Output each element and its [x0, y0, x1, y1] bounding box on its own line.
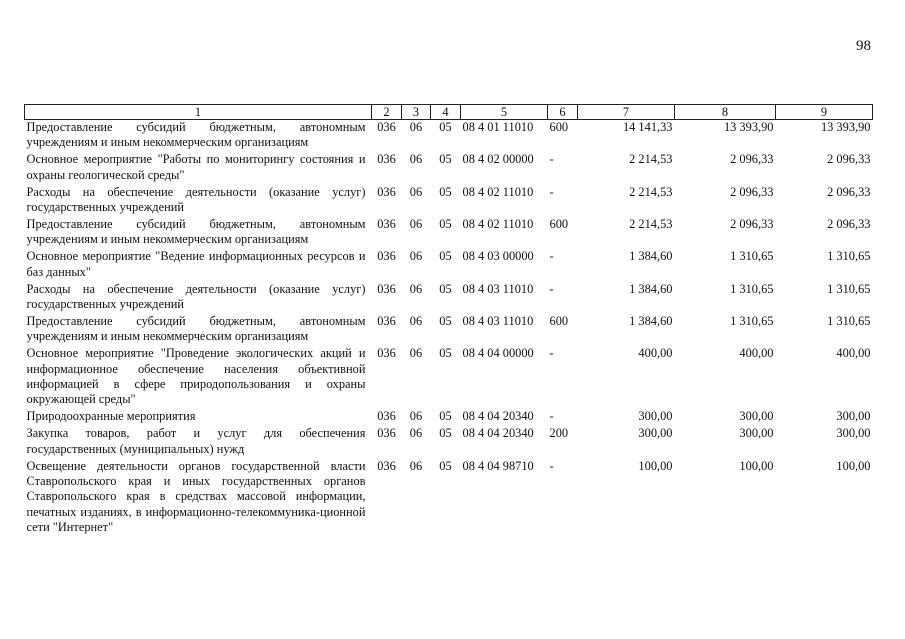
section-code: 06 [409, 249, 423, 264]
ministry-code: 036 [377, 409, 396, 424]
section-code: 06 [409, 313, 423, 328]
section-code: 06 [409, 120, 423, 134]
amount-col9: 13 393,90 [820, 120, 871, 134]
ministry-code: 036 [377, 216, 396, 231]
target-article-code: 08 4 04 98710 [462, 458, 534, 473]
amount-col9: 1 310,65 [827, 313, 871, 328]
amount-col7: 100,00 [638, 458, 673, 473]
ministry-code: 036 [377, 346, 396, 361]
table-row [25, 217, 873, 249]
target-article-code: 08 4 01 11010 [462, 120, 534, 134]
section-code: 06 [409, 458, 423, 473]
column-header: 1 [25, 105, 372, 120]
row-description: Расходы на обеспечение деятельности (оказание услуг) государственных учреждений [26, 281, 366, 311]
subsection-code: 05 [439, 281, 452, 296]
column-header: 3 [402, 105, 431, 120]
amount-col9: 1 310,65 [827, 281, 871, 296]
amount-col9: 300,00 [836, 409, 871, 424]
amount-col7: 2 214,53 [629, 152, 673, 167]
table-row [25, 249, 873, 281]
row-description: Предоставление субсидий бюджетным, автономным учреждениям и иным некоммерческим организациям [26, 313, 366, 344]
amount-col8: 1 310,65 [730, 313, 774, 328]
subsection-code: 05 [439, 152, 452, 167]
section-code: 06 [409, 426, 423, 441]
amount-col7: 2 214,53 [629, 216, 673, 231]
section-code: 06 [409, 152, 423, 167]
target-article-code: 08 4 02 00000 [462, 152, 534, 167]
row-description: Основное мероприятие "Проведение экологических акций и информационное обеспечение населения объективной информацией в сфере природопользования и охраны окружающей среды" [26, 346, 366, 407]
subsection-code: 05 [439, 313, 452, 328]
row-description: Расходы на обеспечение деятельности (оказание услуг) государственных учреждений [26, 184, 366, 215]
target-article-code: 08 4 03 11010 [462, 281, 534, 296]
section-code: 06 [409, 281, 423, 296]
amount-col9: 2 096,33 [827, 152, 871, 167]
subsection-code: 05 [439, 426, 452, 441]
expense-type-code: - [549, 346, 554, 361]
ministry-code: 036 [377, 249, 396, 264]
amount-col9: 400,00 [836, 346, 871, 361]
subsection-code: 05 [439, 346, 452, 361]
subsection-code: 05 [439, 249, 452, 264]
table-header-row [25, 105, 873, 120]
amount-col8: 2 096,33 [730, 216, 774, 231]
ministry-code: 036 [377, 281, 396, 296]
expense-type-code: - [549, 281, 554, 296]
amount-col7: 300,00 [638, 409, 673, 424]
ministry-code: 036 [377, 313, 396, 328]
table-row [25, 346, 873, 409]
section-code: 06 [409, 184, 423, 199]
row-description: Основное мероприятие "Ведение информационных ресурсов и баз данных" [26, 249, 366, 279]
row-description: Природоохранные мероприятия [26, 409, 196, 424]
page-number: 98 [856, 38, 871, 54]
table-row [25, 120, 873, 153]
amount-col8: 2 096,33 [730, 152, 774, 167]
amount-col7: 1 384,60 [629, 249, 673, 264]
column-header: 7 [578, 105, 675, 120]
column-header: 5 [461, 105, 548, 120]
target-article-code: 08 4 04 20340 [462, 426, 534, 441]
amount-col9: 2 096,33 [827, 184, 871, 199]
target-article-code: 08 4 02 11010 [462, 184, 534, 199]
expense-type-code: - [549, 249, 554, 264]
table-row [25, 282, 873, 314]
target-article-code: 08 4 04 00000 [462, 346, 534, 361]
expense-type-code: 600 [549, 313, 569, 328]
target-article-code: 08 4 02 11010 [462, 216, 534, 231]
subsection-code: 05 [439, 409, 452, 424]
amount-col8: 13 393,90 [723, 120, 774, 134]
amount-col8: 300,00 [739, 426, 774, 441]
amount-col8: 400,00 [739, 346, 774, 361]
ministry-code: 036 [377, 426, 396, 441]
amount-col7: 2 214,53 [629, 184, 673, 199]
budget-table [24, 104, 873, 537]
column-header: 8 [675, 105, 776, 120]
column-header: 6 [548, 105, 578, 120]
expense-type-code: 200 [549, 426, 569, 441]
expense-type-code: - [549, 184, 554, 199]
section-code: 06 [409, 216, 423, 231]
amount-col7: 1 384,60 [629, 281, 673, 296]
amount-col8: 1 310,65 [730, 249, 774, 264]
row-description: Предоставление субсидий бюджетным, автономным учреждениям и иным некоммерческим организациям [26, 120, 366, 150]
table-row [25, 409, 873, 426]
ministry-code: 036 [377, 152, 396, 167]
subsection-code: 05 [439, 184, 452, 199]
row-description: Освещение деятельности органов государственной власти Ставропольского края и иных государственных органов Ставропольского края в средствах массовой информации, печатных изданиях, в информационно-телекоммуника-ционной сети "Интернет" [26, 458, 366, 535]
expense-type-code: - [549, 458, 554, 473]
ministry-code: 036 [377, 458, 396, 473]
target-article-code: 08 4 04 20340 [462, 409, 534, 424]
ministry-code: 036 [377, 184, 396, 199]
amount-col9: 100,00 [836, 458, 871, 473]
section-code: 06 [409, 346, 423, 361]
column-header: 4 [431, 105, 461, 120]
target-article-code: 08 4 03 00000 [462, 249, 534, 264]
column-header: 2 [372, 105, 402, 120]
subsection-code: 05 [439, 120, 452, 134]
amount-col8: 2 096,33 [730, 184, 774, 199]
table-row [25, 426, 873, 458]
table-row [25, 185, 873, 217]
row-description: Закупка товаров, работ и услуг для обеспечения государственных (муниципальных) нужд [26, 426, 366, 456]
amount-col8: 1 310,65 [730, 281, 774, 296]
row-description: Основное мероприятие "Работы по мониторингу состояния и охраны геологической среды" [26, 152, 366, 182]
amount-col7: 14 141,33 [622, 120, 673, 134]
row-description: Предоставление субсидий бюджетным, автономным учреждениям и иным некоммерческим организациям [26, 216, 366, 247]
amount-col7: 300,00 [638, 426, 673, 441]
table-row [25, 459, 873, 538]
column-header: 9 [776, 105, 873, 120]
subsection-code: 05 [439, 216, 452, 231]
expense-type-code: - [549, 409, 554, 424]
expense-type-code: 600 [549, 120, 569, 134]
amount-col8: 100,00 [739, 458, 774, 473]
amount-col7: 400,00 [638, 346, 673, 361]
amount-col9: 2 096,33 [827, 216, 871, 231]
amount-col7: 1 384,60 [629, 313, 673, 328]
amount-col9: 1 310,65 [827, 249, 871, 264]
section-code: 06 [409, 409, 423, 424]
target-article-code: 08 4 03 11010 [462, 313, 534, 328]
expense-type-code: 600 [549, 216, 569, 231]
table-row [25, 314, 873, 346]
table-row [25, 152, 873, 184]
subsection-code: 05 [439, 458, 452, 473]
amount-col8: 300,00 [739, 409, 774, 424]
ministry-code: 036 [377, 120, 396, 134]
amount-col9: 300,00 [836, 426, 871, 441]
expense-type-code: - [549, 152, 554, 167]
